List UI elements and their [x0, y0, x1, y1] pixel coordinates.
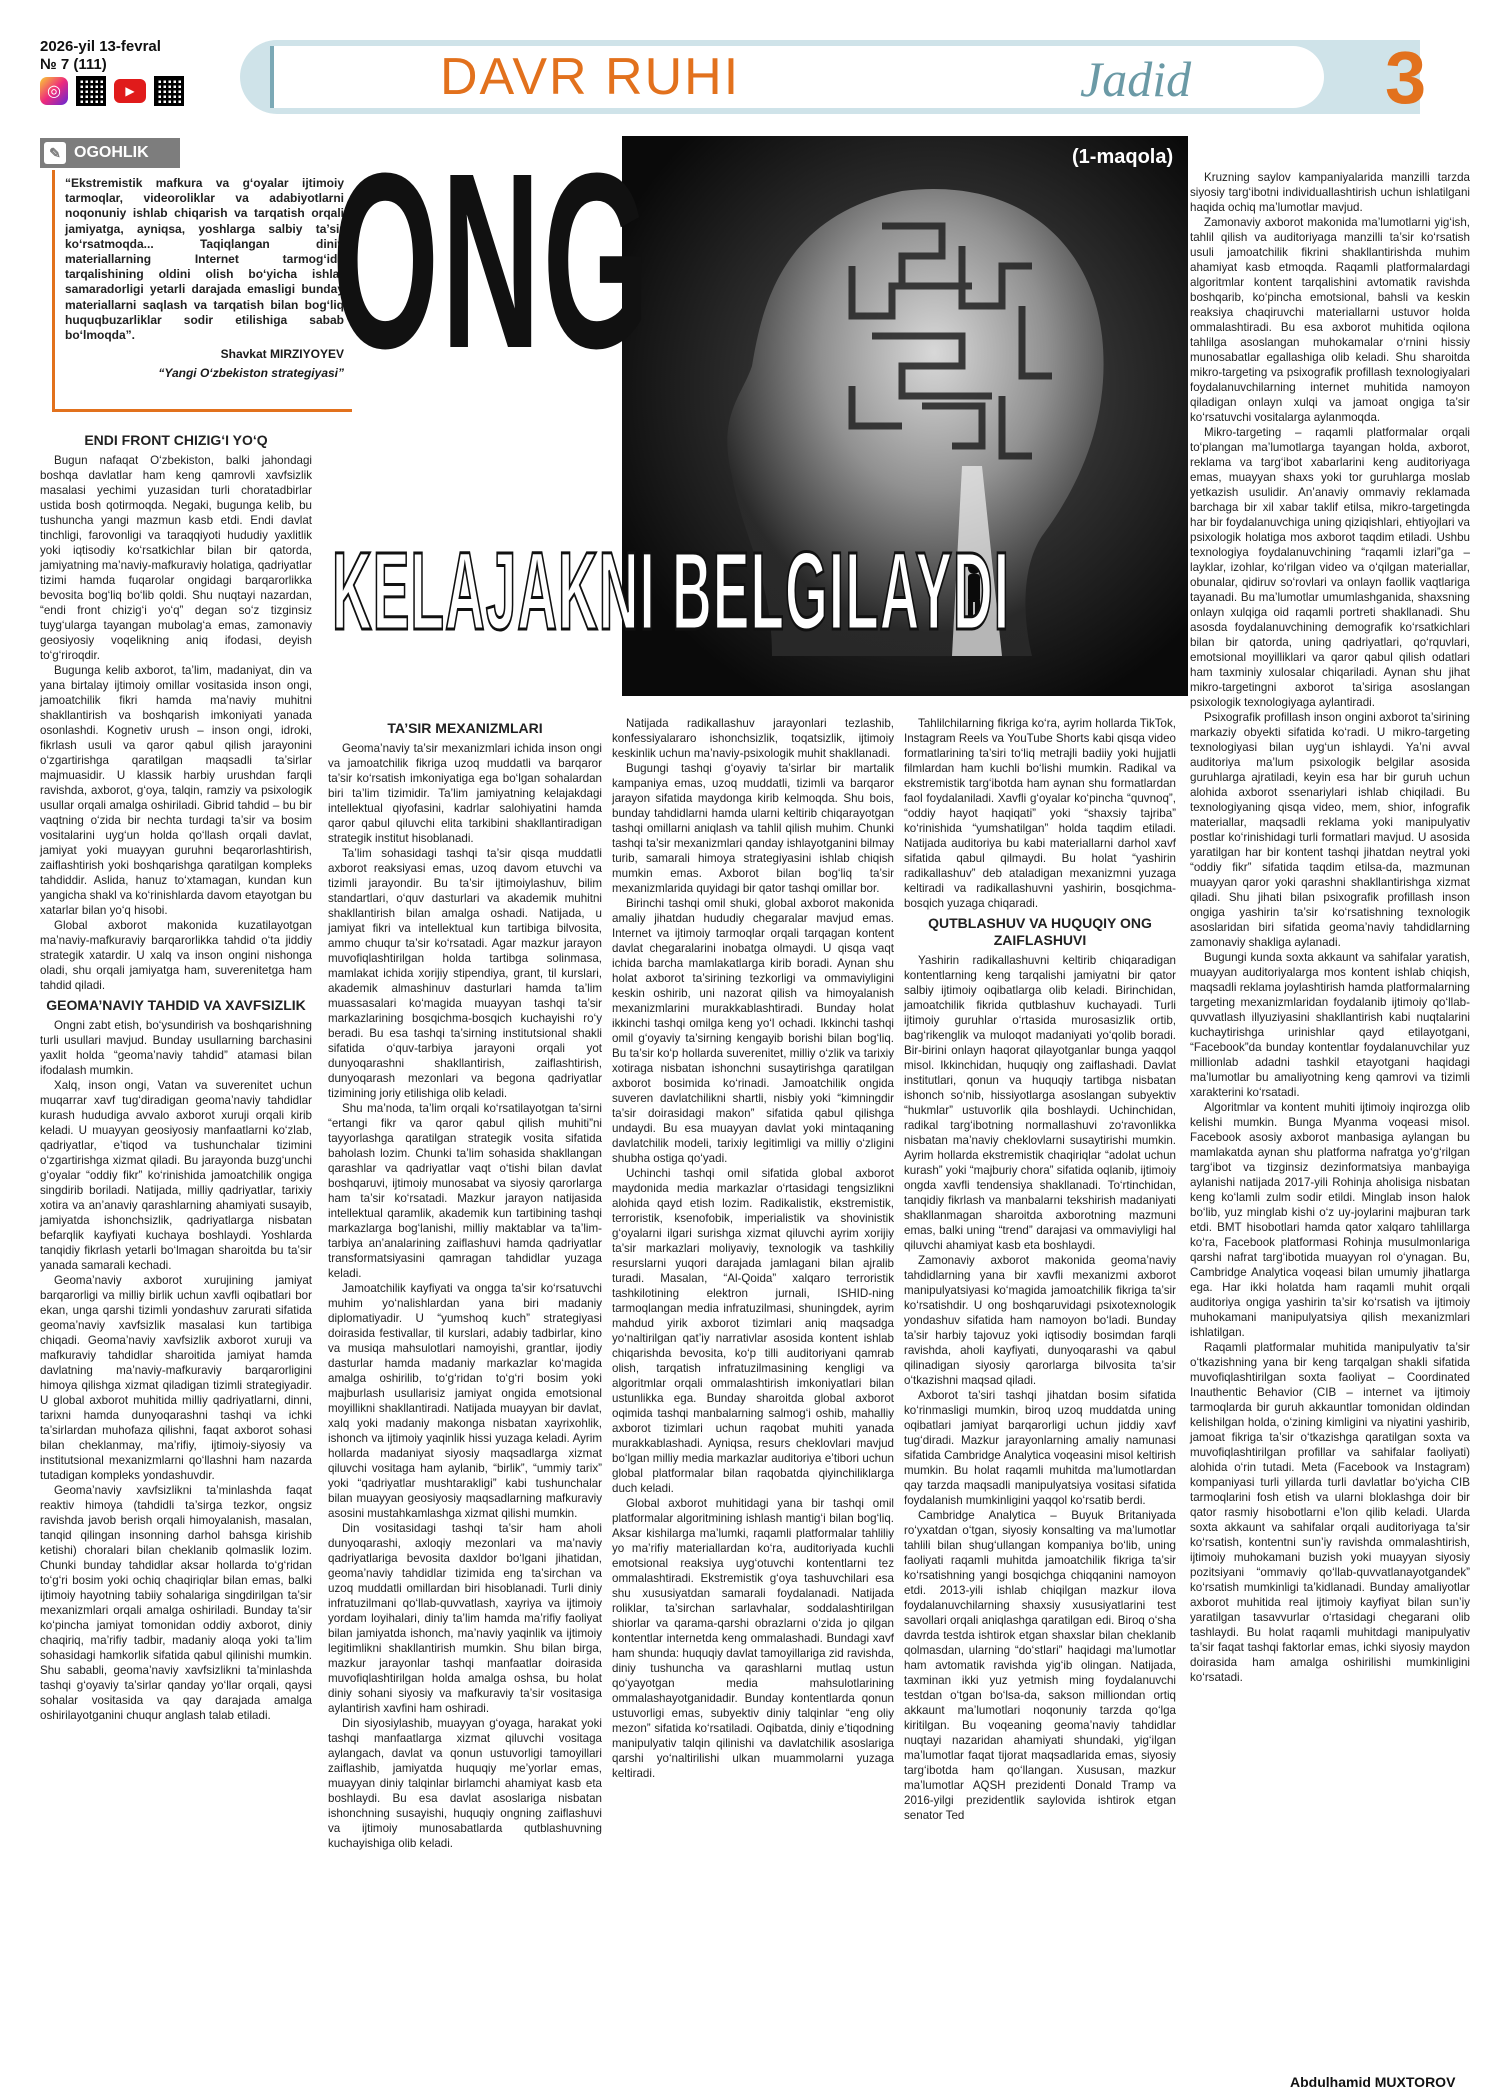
article-column-4 [904, 716, 1176, 1823]
paragraph: Ongni zabt etish, bo‘ysundirish va boshqarishning turli usullari mavjud. Bunday usullarning barchasini yaxlit holda “geoma’naviy tahdid” atamasi bilan ifodalash mumkin. [40, 1019, 312, 1077]
issue-date: 2026-yil 13-fevral [40, 38, 161, 55]
paragraph: Shu ma’noda, ta’lim orqali ko‘rsatilayotgan ta’sirni “ertangi fikr va qaror qabul qilish muhiti”ni tayyorlashga qaratilgan strategik vosita sifatida baholash lozim. Chunki ta’lim sohasida shakllangan qarashlar va qadriyatlar vaqt o‘tishi bilan davlat boshqaruvi, ijtimoiy munosabat va siyosiy qarorlarga ham ta’sir ko‘rsatadi. Mazkur jarayon natijasida intellektual qaramlik, akademik kun tartibining tashqi markazlarga bog‘lanishi, milliy maktablar va ta’lim-tarbiya an’analarining zaiflashuvi hamda qadriyatlar transformatsiyasini qamragan tahdidlar yuzaga keladi. [328, 1102, 602, 1280]
paragraph: Yashirin radikallashuvni keltirib chiqaradigan kontentlarning keng tarqalishi jamiyatni bir qator salbiy ijtimoiy oqibatlarga olib keladi. Birinchidan, jamoatchilik fikrida qutblashuv kuchayadi. Turli ijtimoiy guruhlar o‘rtasida murosasizlik ortib, bag‘rikenglik va muloqot madaniyati yo‘qolib boradi. Bir-birini onlayn haqorat qilayotganlar bunga yaqqol misol. Ikkinchidan, huquqiy ong zaiflashadi. Davlat institutlari, qonun va huquqiy tartibga nisbatan ishonch so‘nib, hissiyotlarga asoslangan subyektiv “hukmlar” ustuvorlik qila boshlaydi. Uchinchidan, radikal targ‘ibotning normallashuvi zo‘ravonlikka nisbatan ma’naviy cheklovlarni susaytirishi mumkin. Ayrim hollarda ekstremistik chaqiriqlar “adolat uchun kurash” yoki “majburiy chora” sifatida oqlanib, ijtimoiy ongda xavfli tendensiya shakllanadi. To‘rtinchidan, tanqidiy fikrlash va manbalarni tekshirish madaniyati shakllanmagan sharoitda axborotning mazmuni emas, balki uning “trend” darajasi va ommaviyligi hal qiluvchi ahamiyat kasb eta boshlaydi. [904, 954, 1176, 1252]
instagram-icon[interactable]: ◎ [40, 77, 68, 105]
paragraph: Bugungi tashqi g‘oyaviy ta’sirlar bir martalik kampaniya emas, uzoq muddatli, tizimli va barqaror jarayon sifatida maydonga kirib kelmoqda. Shu bois, bunday tahdidlarni hamda ularni keltirib chiqarayotgan tashqi omillarni aniqlash va tahlil qilish muhim. Chunki tashqi ta’sir mexanizmlari qanday ishlayotganini bilmay turib, samarali himoya strategiyasini ishlab chiqish mumkin emas. Axborot bilan bog‘liq ta’sir mexanizmlarida quyidagi bir qator tashqi omillar bor. [612, 762, 894, 895]
paragraph: Jamoatchilik kayfiyati va ongga ta’sir ko‘rsatuvchi muhim yo‘nalishlardan yana biri madaniy diplomatiyadir. U “yumshoq kuch” strategiyasi doirasida festivallar, til kurslari, adabiy tadbirlar, kino va musiqa mahsulotlari namoyishi, grantlar, ijodiy dasturlar hamda madaniy markazlar ko‘magida amalga oshirilib, to‘g‘ridan to‘g‘ri bosim yoki majburlash usullarisiz jamiyat ongida emotsional moyillikni shakllantiradi. Natijada muayyan bir davlat, xalq yoki madaniy makonga nisbatan xayrixohlik, ishonch va ijtimoiy yaqinlik hissi yuzaga keladi. Ayrim hollarda madaniyat siyosiy maqsadlarga xizmat qiluvchi vositaga ham aylanib, “birlik”, “ummiy tarix” yoki “qadriyatlar mushtarakligi” kabi tushunchalar bilan muayyan geosiyosiy maqsadlarning mafkuraviy asosini mustahkamlashga xizmat qilishi mumkin. [328, 1282, 602, 1520]
section-title: DAVR RUHI [440, 48, 741, 106]
social-links [40, 76, 184, 106]
page-number: 3 [1385, 36, 1427, 119]
subheading: TA’SIR MEXANIZMLARI [387, 720, 543, 736]
paragraph: Geoma’naviy ta’sir mexanizmlari ichida inson ongi va jamoatchilik fikriga uzoq muddatli va barqaror ta’sir ko‘rsatish imkoniyatiga ega bo‘lgan sohalardan biri ta’lim tizimidir. Ta’lim jamiyatning kelajakdagi intellektual qiyofasini, kadrlar salohiyatini hamda qaror qabul qiluvchi elita tarkibini shakllantiradigan strategik institut hisoblanadi. [328, 742, 602, 845]
paragraph: Zamonaviy axborot makonida geoma’naviy tahdidlarning yana bir xavfli mexanizmi axborot manipulyatsiyasi ko‘magida jamoatchilik fikriga ta’sir ko‘rsatishdir. U ong boshqaruvidagi psixotexnologik yondashuv sifatida ham namoyon bo‘ladi. Bunday ta’sir harbiy tajovuz yoki iqtisodiy bosimdan farqli ravishda, aholi kayfiyati, dunyoqarashi va qabul qilinadigan siyosiy qarorlarga bilvosita ta’sir o‘tkazishni maqsad qiladi. [904, 1254, 1176, 1387]
paragraph: Kruzning saylov kampaniyalarida manzilli tarzda siyosiy targ‘ibotni individuallashtirish uchun ishlatilgani haqida ochiq ma’lumotlar mavjud. [1190, 171, 1470, 214]
subheading: QUTBLASHUV VA HUQUQIY ONG ZAIFLASHUVI [928, 915, 1152, 948]
hero [332, 121, 1188, 696]
paragraph: Psixografik profillash inson ongini axborot ta’sirining markaziy obyekti sifatida ko‘radi. U mikro-targeting texnologiyasi bilan uyg‘un ishlaydi. Ya’ni avval auditoriya ma’lum psixologik belgilar asosida guruhlarga ajratiladi, keyin esa har bir guruh uchun alohida axborot ssenariylari ishlab chiqiladi. Bu texnologiyaning qisqa video, mem, shior, infografik materiallar, maqsadli reklama yoki manipulyativ postlar ko‘rinishidagi turli formatlari mavjud. U asosida yaratilgan har bir kontent tashqi jihatdan neytral yoki “oddiy fikr” sifatida taqdim etilsa-da, mazmunan muayyan qaror yoki qarashni shakllantirishga xizmat qiladi. Shu jihati bilan psixografik profillash inson ongiga yashirin ta’sir ko‘rsatishning texnologik asoslaridan biri sifatida geoma’naviy tahdidlarning zamonaviy shakliga aylanadi. [1190, 711, 1470, 949]
article-column-1 [40, 428, 312, 1723]
issue-number: № 7 (111) [40, 56, 107, 73]
paragraph: Xalq, inson ongi, Vatan va suverenitet uchun muqarrar xavf tug‘diradigan geoma’naviy tahdidlar kurash hududiga avvalo axborot xuruji orqali kirib keladi. U muayyan geosiyosiy manfaatlarni ko‘zlab, qadriyatlar, e’tiqod va tushunchalar tizimini o‘zgartirishga xizmat qiladi. Bu jarayonda buzg‘unchi g‘oyalar “oddiy fikr” ko‘rinishida jamoatchilik ongiga singdirib boriladi. Natijada, milliy qadriyatlar, tarixiy xotira va an’anaviy qarashlarning ahamiyati susayib, jamiyatda ishonchsizlik, qadriyatlarga nisbatan befarqlik kayfiyati kuchaya boshlaydi. Yoshlarda tanqidiy fikrlash yetarli bo‘lmagan sharoitda bu ta’sir yanada samarali kechadi. [40, 1079, 312, 1272]
youtube-icon[interactable]: ▶ [114, 79, 146, 103]
pencil-icon: ✎ [44, 142, 66, 164]
paragraph: Din siyosiylashib, muayyan g‘oyaga, harakat yoki tashqi manfaatlarga xizmat qiluvchi vositaga aylangach, davlat va qonun ustuvorligi tamoyillari zaiflashib, jamiyatda huquqiy me’yorlar emas, muayyan diniy talqinlar birlamchi ahamiyat kasb eta boshlaydi. Bu esa davlat asoslariga nisbatan ishonchning susayishi, huquqiy ongning zaiflashuvi va ijtimoiy munosabatlarda qutblashuvning kuchayishiga olib keladi. [328, 1717, 602, 1850]
paragraph: Din vositasidagi tashqi ta’sir ham aholi dunyoqarashi, axloqiy mezonlari va ma’naviy qadriyatlariga bevosita daxldor bo‘lgani jihatidan, geoma’naviy tahdidlar tizimida eng ta’sirchan va uzoq muddatli omillardan biri hisoblanadi. Turli diniy infratuzilmani qo‘llab-quvvatlash, xayriya va ijtimoiy yordam loyihalari, diniy ta’lim hamda ma’rifiy faoliyat bilan jamiyatda ishonch, ma’naviy yaqinlik va ijtimoiy legitimlikni shakllantirish mumkin. Shu bilan birga, mazkur jarayonlar tashqi manfaatlar doirasida muvofiqlashtirilgan holda amalga oshsa, bu holat diniy sohani siyosiy va mafkuraviy ta’sir vositasiga aylantirish xavfini ham oshiradi. [328, 1522, 602, 1715]
article-column-2 [328, 716, 602, 1851]
article-column-3 [612, 716, 894, 1781]
paragraph: Zamonaviy axborot makonida ma’lumotlarni yig‘ish, tahlil qilish va auditoriyaga manzilli ta’sir ko‘rsatish usuli jamoatchilik fikrini shakllantirishda muhim ahamiyat kasb etmoqda. Raqamli platformalardagi algoritmlar kontent tarqalishini avtomatik ravishda boshqarib, ko‘pincha emotsional, bahsli va keskin reaksiya chaqiruvchi materiallarni ustuvor holda ommalashtiradi. Bu esa axborot muhitida oqilona tahlilga asoslangan muhokamalar o‘rnini hissiy munosabatlar egallashiga olib keladi. Shu sharoitda mikro-targeting va psixografik profillash texnologiyalari foydalanuvchilarning internet muhitida namoyon qiladigan onlayn xulqi va jamoat ongiga ta’sir ko‘rsatuvchi vositalarga aylanmoqda. [1190, 216, 1470, 424]
subheading: ENDI FRONT CHIZIG‘I YO‘Q [84, 432, 268, 448]
warning-tag-label: OGOHLIK [74, 144, 149, 161]
paragraph: Axborot ta’siri tashqi jihatdan bosim sifatida ko‘rinmasligi mumkin, biroq uzoq muddatda uning oqibatlari jamiyat barqarorligi uchun jiddiy xavf tug‘diradi. Mazkur jarayonlarning amaliy namunasi sifatida Cambridge Analytica voqeasini misol keltirish mumkin. Bu holat raqamli muhitda ma’lumotlardan qay tarzda maqsadli manipulyatsiya vositasi sifatida foydalanish mumkinligini yaqqol ko‘rsatib berdi. [904, 1389, 1176, 1507]
subheading: GEOMA’NAVIY TAHDID VA XAVFSIZLIK [46, 997, 306, 1013]
paragraph: Cambridge Analytica – Buyuk Britaniyada ro‘yxatdan o‘tgan, siyosiy konsalting va ma’lumotlar tahlili bilan shug‘ullangan kompaniya bo‘lib, uning faoliyati raqamli muhitda jamoatchilik fikriga ta’sir ko‘rsatishning yangi bosqichga chiqqanini namoyon etdi. 2013-yili ishlab chiqilgan mazkur ilova foydalanuvchilarning shaxsiy xususiyatlarini test savollari orqali aniqlashga qaratilgan edi. Biroq o‘sha davrda testda ishtirok etgan shaxslar bilan cheklanib qolmasdan, ularning “do‘stlari” haqidagi ma’lumotlar ham avtomatik ravishda yig‘ib olingan. Natijada, taxminan ikki yuz yetmish ming foydalanuvchi testdan o‘tgan bo‘lsa-da, sakson milliondan ortiq akkaunt ma’lumotlari noqonuniy tarzda qo‘lga kiritilgan. Bu voqeaning geoma’naviy tahdidlar nuqtayi nazaridan ahamiyati shundaki, yig‘ilgan ma’lumotlar faqat tijorat maqsadlarida emas, siyosiy targ‘ibotda ham qo‘llangan. Xususan, mazkur ma’lumotlar AQSH prezidenti Donald Tramp va 2016-yilgi prezidentlik saylovida ishtirok etgan senator Ted [904, 1509, 1176, 1822]
headline-sub: KELAJAKNI BELGILAYDI [332, 530, 1011, 653]
paragraph: Tahlilchilarning fikriga ko‘ra, ayrim hollarda TikTok, Instagram Reels va YouTube Shorts kabi qisqa video formatlarining ta’siri to‘liq metrajli badiiy yoki hujjatli filmlardan ham kuchli bo‘lishi mumkin. Radikal va ekstremistik targ‘ibotda ham aynan shu formatlardan faol foydalaniladi. Xavfli g‘oyalar ko‘pincha “quvnoq”, “oddiy hayot haqiqati” yoki “shaxsiy tajriba” ko‘rinishida “yumshatilgan” holda taqdim etiladi. Natijada auditoriya bu kabi materiallarni darhol xavf sifatida qabul qilmaydi. Bu holat “yashirin radikallashuv” deb ataladigan mexanizmni yuzaga keltiradi va radikallashuvni yashirin, bosqichma-bosqich yuzaga chiqaradi. [904, 717, 1176, 910]
quote-source: “Yangi O‘zbekiston strategiyasi” [158, 366, 344, 381]
issue-meta [40, 38, 161, 74]
article-author: Abdulhamid MUXTOROV [1290, 2074, 1456, 2090]
article-series: (1-maqola) [1072, 146, 1174, 168]
paragraph: Ta’lim sohasidagi tashqi ta’sir qisqa muddatli axborot reaksiyasi emas, uzoq davom etuvchi va tizimli jarayondir. Bu ta’sir ijtimoiylashuv, bilim standartlari, o‘quv dasturlari va akademik muhitni shakllantirish bilan amalga oshadi. Natijada, u jamiyat fikri va intellektual kun tartibiga bilvosita, ammo chuqur ta’sir ko‘rsatadi. Agar mazkur jarayon muvofiqlashtirilgan holda tartibga solinmasa, mamlakat ichida xorijiy stipendiya, grant, til kurslari, akademik almashinuv dasturlari hamda ta’lim muassasalari ko‘magida muayyan tashqi ta’sir markazlarining bosqichma-bosqich kuchayishi ro‘y beradi. Bu esa tashqi ta’sirning institutsional shakli sifatida o‘quv-tarbiya jarayoni orqali yot dunyoqarashni shakllantirish, zaiflashtirish, dunyoqarash mezonlari va begona qadriyatlar tizimining joriy etilishiga olib keladi. [328, 847, 602, 1100]
brand-logo: Jadid [1080, 51, 1192, 107]
paragraph: Mikro-targeting – raqamli platformalar orqali to‘plangan ma’lumotlarga tayangan holda, axborot, reklama va targ‘ibot xabarlarini keng auditoriyaga emas, muayyan shaxs yoki tor guruhlarga moslab yetkazish usulidir. An’anaviy ommaviy reklamada barchaga bir xil xabar taklif etilsa, mikro-targetingda har bir foydalanuvchiga uning qiziqishlari, ehtiyojlari va psixologik holatiga mos axborot taqdim etiladi. Ushbu texnologiya foydalanuvchining “raqamli izlari”ga – layklar, izohlar, ko‘rilgan video va o‘qilgan materiallar, obunalar, qidiruv so‘rovlari va onlayn faollik vaqtlariga tayanadi. Bu ma’lumotlar umumlashganida, shaxsning onlayn xulqiga oid raqamli portreti shakllanadi. Shu asosda foydalanuvchining demografik ko‘rsatkichlari bilan bir qatorda, uning qadriyatlari, qo‘rquvlari, emotsional moyilliklari va qaror qabul qilish odatlari ham taxminiy xulosalar chiqariladi. Aynan shu jihat mikro-targetingni axborot ta’siriga asoslangan psixologik texnologiyaga aylantiradi. [1190, 426, 1470, 709]
paragraph: Algoritmlar va kontent muhiti ijtimoiy inqirozga olib kelishi mumkin. Bunga Myanma voqeasi misol. Facebook asosiy axborot manbasiga aylangan bu mamlakatda aynan shu platforma nafratga yo‘g‘rilgan targ‘ibot va tizginsiz dezinformatsiya manbayiga aylanishi natijada 2017-yili Rohinja aholisiga nisbatan keng ko‘lamli zulm sodir etildi. Minglab inson halok bo‘lib, yuz minglab kishi o‘z uy-joylarini majburan tark etdi. BMT hisobotlari hamda qator xalqaro tahlillarga ko‘ra, Facebook platformasi Rohinja musulmonlariga qarshi nafrat targ‘ibotida muayyan rol o‘ynagan. Bu, Cambridge Analytica voqeasi bilan umumiy jihatlarga ega. Har ikki holatda ham raqamli muhit orqali auditoriya ongiga yashirin ta’sir ko‘rsatish va ijtimoiy muhokamani manipulyatsiya qilish mexanizmlari ishlatilgan. [1190, 1101, 1470, 1339]
paragraph: Natijada radikallashuv jarayonlari tezlashib, konfessiyalararo ishonchsizlik, toqatsizlik, ijtimoiy keskinlik uchun ma’naviy-psixologik muhit shakllanadi. [612, 717, 894, 760]
page-header [0, 0, 1512, 118]
paragraph: Birinchi tashqi omil shuki, global axborot makonida amaliy jihatdan hududiy chegaralar mavjud emas. Internet va ijtimoiy tarmoqlar orqali tarqagan kontent davlat chegaralarini inobatga olmaydi. U qisqa vaqt ichida barcha mamlakatlarga kirib boradi. Aynan shu holat axborot ta’sirining tezkorligi va ommaviyligini keskin oshirib, uni nazorat qilish va himoyalanish mexanizmlarini murakkablashtiradi. Bunday holat ikkinchi tashqi omilga keng yo‘l ochadi. Ikkinchi tashqi omil g‘oyaviy ta’sirning kengayib borishi bilan bog‘liq. Bu ta’sir ko‘p hollarda suverenitet, milliy o‘zlik va tarixiy xotiraga nisbatan ishonchni susaytirishga qaratilgan axborot bosimida ko‘rinadi. Jamoatchilik ongida suveren davlatchilikni shartli, nisbiy yoki “kimningdir ta’sir doirasidagi makon” sifatida qabul qilishga undaydi. Bu esa muayyan davlat yoki mintaqaning davlatchilik modeli, tarixiy legitimligi va milliy o‘zligini shubha ostiga qo‘yadi. [612, 897, 894, 1165]
qr-code-icon [154, 76, 184, 106]
quote-text: “Ekstremistik mafkura va g‘oyalar ijtimoiy tarmoqlar, videoroliklar va adabiyotlarni noqonuniy ishlab chiqarish va tarqatish orqali jamiyatga, ayniqsa, yoshlarga salbiy ta’sir ko‘rsatmoqda... Taqiqlangan diniy materiallarning Internet tarmog‘ida tarqalishining oldini olish bo‘yicha ishlar samaradorligi yetarli darajada emasligi bunday materiallarni saqlash va tarqatish bilan bog‘liq huquqbuzarliklar sodir etilishiga sabab bo‘lmoqda”. [65, 176, 344, 343]
article-column-5 [1190, 170, 1470, 1685]
qr-code-icon [76, 76, 106, 106]
warning-box [40, 138, 344, 414]
paragraph: Geoma’naviy xavfsizlikni ta’minlashda faqat reaktiv himoya (tahdidli ta’sirga tezkor, ongsiz ravishda javob berish orqali himoyalanish, masalan, tanqid qilingan insonning darhol bahsga kirishib ketishi) choralari bilan cheklanib qolmaslik lozim. Chunki bunday tahdidlar aksar hollarda to‘g‘ridan to‘g‘ri bosim yoki ochiq chaqiriqlar bilan emas, balki ijtimoiy hayotning tabiiy sohalariga singdirilgan ta’sir mexanizmlari orqali amalga oshiriladi. Bunday ta’sir ko‘pincha jamiyat tomonidan oddiy axborot, diniy chaqiriq, ma’rifiy tadbir, madaniy aloqa yoki ta’lim sohasidagi hamkorlik sifatida qabul qilinishi mumkin. Shu sababli, geoma’naviy xavfsizlikni ta’minlashda tashqi g‘oyaviy ta’sirlar qanday yo‘llar orqali, qaysi sohalar vositasida va qay darajada amalga oshirilayotganini chuqur anglash talab etiladi. [40, 1484, 312, 1722]
paragraph: Global axborot makonida kuzatilayotgan ma’naviy-mafkuraviy barqarorlikka tahdid o‘ta jiddiy strategik xatardir. U xalq va inson ongini nishonga oladi, shu orqali jamiyatga ham, suverenitetga ham tahdid qiladi. [40, 919, 312, 992]
paragraph: Global axborot muhitidagi yana bir tashqi omil platformalar algoritmining ishlash mantig‘i bilan bog‘liq. Aksar kishilarga ma’lumki, raqamli platformalar tahliliy yo ma’rifiy materiallardan ko‘ra, auditoriyada kuchli emotsional reaksiya uyg‘otuvchi kontentlarni tez ommalashtiradi. Ekstremistik g‘oya tashuvchilari esa shu xususiyatdan samarali foydalanadi. Natijada roliklar, ta’sirchan sarlavhalar, soddalashtirilgan shiorlar va qarama-qarshi obrazlarni o‘zida jo qilgan kontentlar internetda keng ommalashadi. Bundagi xavf ham shunda: huquqiy davlat tamoyillariga zid ravishda, diniy tushuncha va qarashlarni mutlaq ustun qo‘yayotgan media mahsulotlarining ommalashayotganidadir. Bunday kontentlarda qonun ustuvorligi emas, subyektiv diniy talqinlar “eng oliy mezon” sifatida ko‘rsatiladi. Oqibatda, diniy e’tiqodning manipulyativ talqin qilinishi va davlatchilik asoslariga qarshi yo‘naltirilishi ulkan muammolarni yuzaga keltiradi. [612, 1497, 894, 1780]
quote-box [52, 170, 352, 412]
headline-main: ONG [332, 121, 652, 400]
paragraph: Raqamli platformalar muhitida manipulyativ ta’sir o‘tkazishning yana bir keng tarqalgan shakli sifatida muvofiqlashtirilgan soxta faoliyat – Coordinated Inauthentic Behavior (CIB – internet va ijtimoiy tarmoqlarda bir guruh akkauntlar tomonidan oldindan kelishilgan holda, o‘zining kimligini va niyatini yashirib, jamoat fikriga ta’sir o‘tkazishga qaratilgan soxta va muvofiqlashtirilgan profillar va sahifalar faoliyati) alohida o‘rin tutadi. Meta (Facebook va Instagram) kompaniyasi turli yillarda turli davlatlar bo‘yicha CIB tarmoqlarini fosh etish va ularni bloklashga doir bir qator rasmiy hisobotlarni e’lon qilib keladi. Ularda soxta akkaunt va sahifalar orqali auditoriyaga ta’sir ko‘rsatish, kontentni sun’iy ravishda ommalashtirish, ijtimoiy muhokamani buzish yoki muayyan siyosiy pozitsiyani “ommaviy qo‘llab-quvvatlanayotgandek” ko‘rsatish mumkinligi ta’kidlanadi. Bunday amaliyotlar axborot muhitida real ijtimoiy kayfiyat bilan sun’iy yaratilgan tasavvurlar o‘rtasidagi chegarani olib tashlaydi. Bu holat raqamli muhitdagi manipulyativ ta’sir faqat tashqi faktorlar emas, ichki siyosiy maydon doirasida ham amalga oshirilishi mumkinligini ko‘rsatadi. [1190, 1341, 1470, 1684]
paragraph: Bugungi kunda soxta akkaunt va sahifalar yaratish, muayyan auditoriyalarga mos kontent ishlab chiqish, maqsadli reklama joylashtirish hamda platformalarning targeting mexanizmlaridan foydalanib ijtimoiy qo‘llab-quvvatlash illyuziyasini shakllantirish kabi nuqtalarini kuchaytirishga urinishlar qayd etilayotgani, “Facebook”da bunday kontentlar foydalanuvchilar yuz millionlab adadni tashkil etayotgani haqidagi ma’lumotlar bu amaliyotning keng qamrovi va tizimli xarakterini ko‘rsatadi. [1190, 951, 1470, 1099]
paragraph: Bugun nafaqat O‘zbekiston, balki jahondagi boshqa davlatlar ham keng qamrovli xavfsizlik masalasi yechimi yuzasidan turli choratadbirlar ustida bosh qotirmoqda. Negaki, bugunga kelib, bu tushuncha yangi mazmun kasb etdi. Endi davlat tinchligi, farovonligi va taraqqiyoti hududiy yaxlitlik yoki iqtisodiy ko‘rsatkichlar bilan bir qatorda, jamiyatning ma’naviy-mafkuraviy holatiga, qadriyatlar tizimi hamda fuqarolar ongidagi barqarorlikka bevosita bog‘liq bo‘lib qoldi. Shu nuqtayi nazardan, “endi front chizig‘i yo‘q” degan so‘z tizginsiz tuyg‘ularga tayangan mubolag‘a emas, zamonaviy geosiyosiy voqelikning aniq ifodasi, deyish to‘g‘riroqdir. [40, 454, 312, 662]
warning-tag [40, 138, 180, 168]
quote-author: Shavkat MIRZIYOYEV [220, 347, 344, 362]
paragraph: Geoma’naviy axborot xurujining jamiyat barqarorligi va milliy birlik uchun xavfli oqibatlari bor ekan, unga qarshi tizimli yondashuv zarurati sifatida geoma’naviy xavfsizlik masalasi kun tartibiga chiqadi. Geoma’naviy xavfsizlik axborot xuruji va mafkuraviy tahdidlar sharoitida jamiyat hamda davlatning ma’naviy-mafkuraviy barqarorligini himoya qilishga xizmat qiladigan tizimli strategiyadir. U global axborot muhitida milliy qadriyatlarni, dinni, tarixni hamda dunyoqarashni tashqi va ichki ta’sirlardan muhofaza qilishni, faqat axborot sohasi bilan cheklanmay, ma’rifiy, ijtimoiy-siyosiy va institutsional mexanizmlarni qo‘llashni ham nazarda tutadigan kompleks yondashuvdir. [40, 1274, 312, 1482]
paragraph: Bugunga kelib axborot, ta’lim, madaniyat, din va yana birtalay ijtimoiy omillar vositasida inson ongi, jamoatchilik fikri hamda ma’naviy muhitni shakllantirish va boshqarish imkoniyati yanada osonlashdi. Kognetiv urush – inson ongi, idroki, fikrlash usuli va qaror qabul qilish jarayonini o‘zgartirishga qaratilgan maqsadli ta’sirlar majmuasidir. U klassik harbiy urushdan farqli ravishda, axborot, g‘oya, talqin, ramziy va psixologik usullar orqali amalga oshiriladi. Gibrid tahdid – bu bir vaqtning o‘zida bir nechta turdagi ta’sir va bosim vositalarini uyg‘un holda qo‘llash orqali davlat, jamiyat yoki muayyan guruhni beqarorlashtirish, zaiflashtirish yoki boshqarishga qaratilgan kompleks tahdiddir. Aslida, hanuz to‘xtamagan, kundan kun yangicha shakl va ko‘rinishlarda davom etayotgan bu xatarlar bilan yo‘q hisobi. [40, 664, 312, 917]
paragraph: Uchinchi tashqi omil sifatida global axborot maydonida media markazlar o‘rtasidagi tengsizlikni alohida qayd etish lozim. Radikalistik, ekstremistik, terroristik, ksenofobik, imperialistik va shovinistik g‘oyalarni ilgari surishga xizmat qiluvchi ayrim xorijiy ta’sir markazlari moliyaviy, texnologik va tashkiliy resurslarni yuqori darajada jamlagani bilan ajralib turadi. Masalan, “Al-Qoida” xalqaro terroristik tashkilotining elektron jurnali, ISHID-ning tarmoqlangan media infratuzilmasi, shuningdek, ayrim mahdud yirik axborot tizimlari aniq maqsadga yo‘naltirilgan qat’iy narrativlar asosida kontent ishlab chiqarishda bevosita, ko‘p tilli auditoriyani qamrab olish, tarqatish infratuzilmasining kengligi va algoritmlar orqali ommalashtirish imkoniyatlari bilan ustunlikka ega. Bunday sharoitda global axborot oqimida tashqi manbalarning salmog‘i oshib, mahalliy axborot tizimlari uchun raqobat muhiti yanada murakkablashadi. Ayniqsa, resurs cheklovlari mavjud bo‘lgan milliy media markazlar auditoriya e’tibori uchun global platformalar bilan raqobatda qiyinchiliklarga duch keladi. [612, 1167, 894, 1495]
